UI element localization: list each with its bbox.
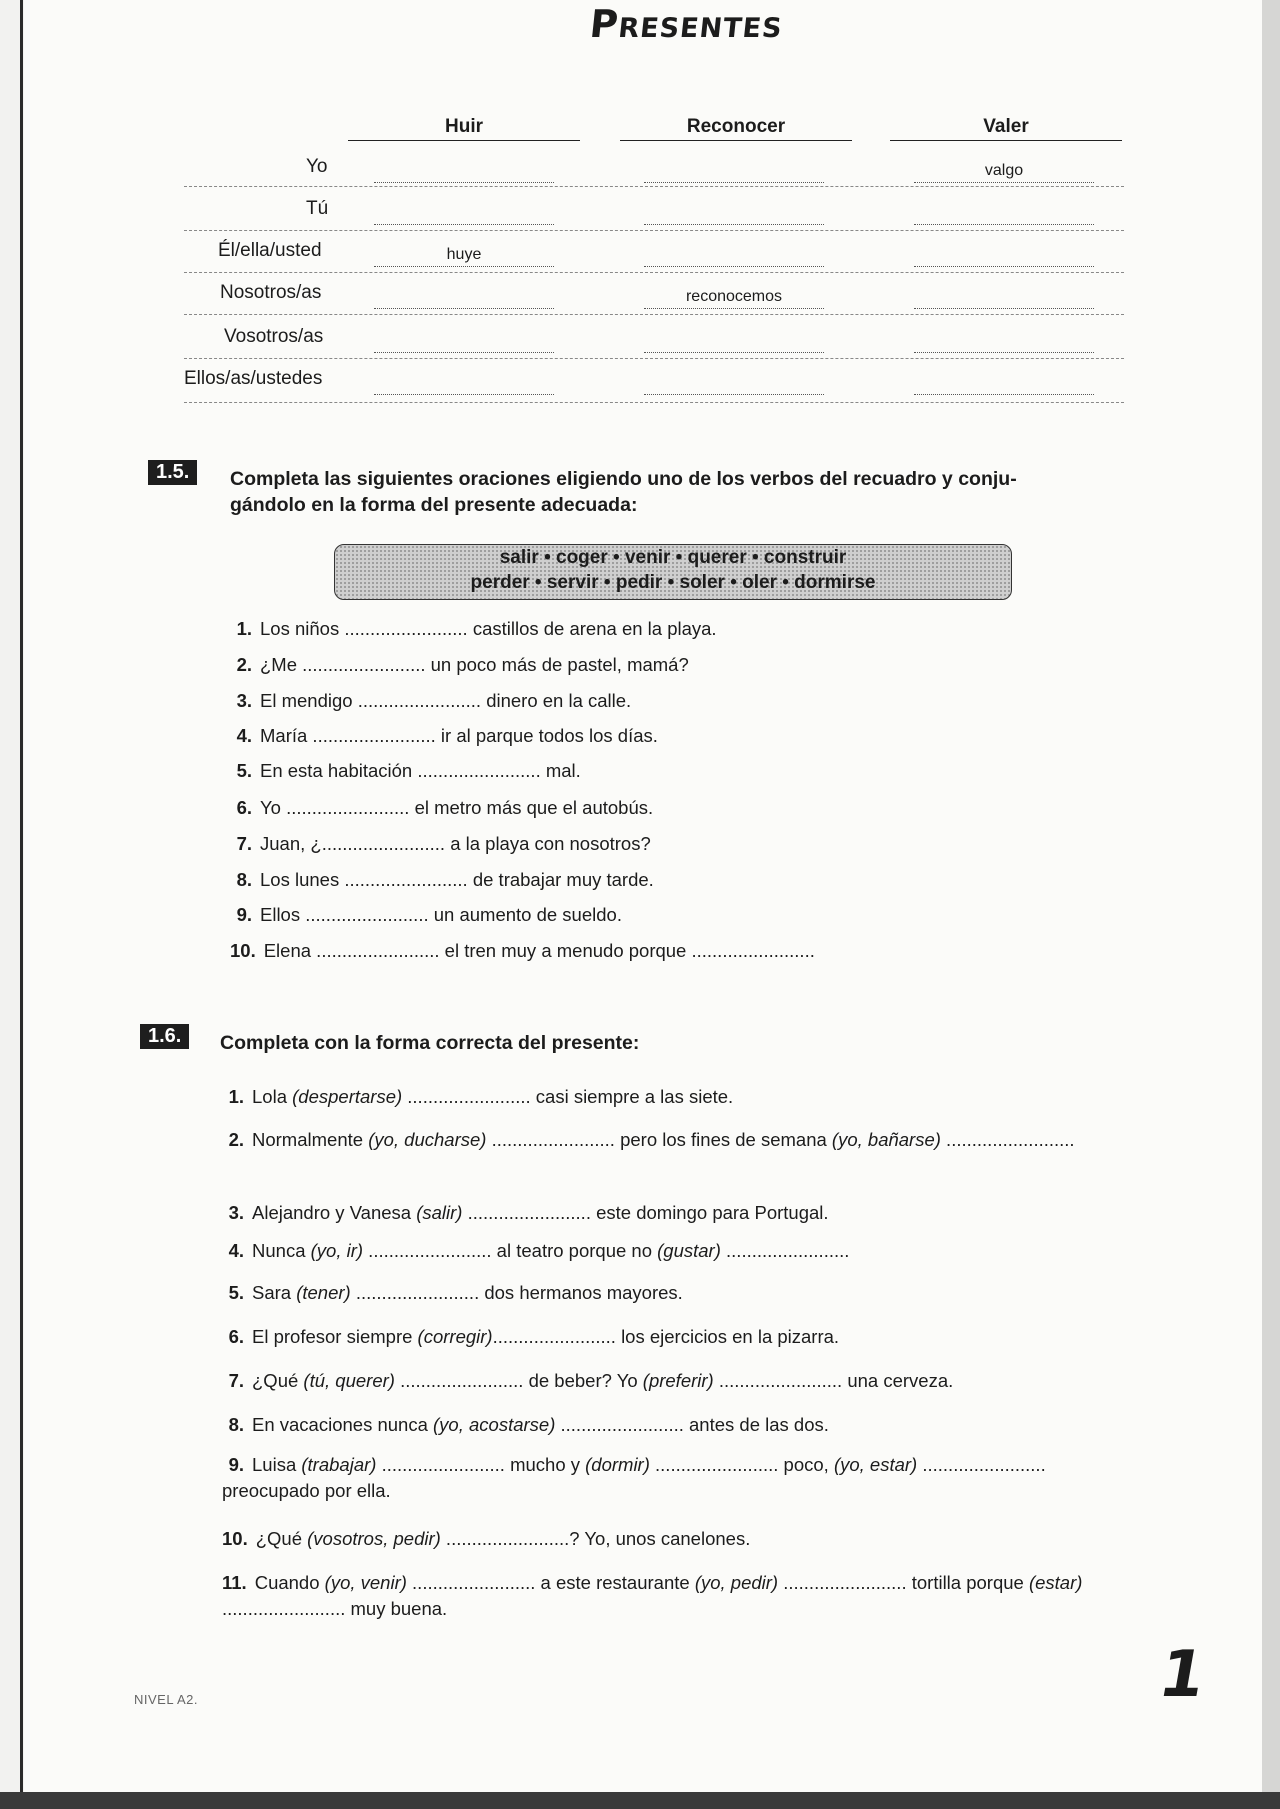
exercise-1-5-item: 9. Ellos ........................ un aumento de sueldo. bbox=[236, 904, 622, 925]
exercise-1-6-item: 9. Luisa (trabajar) ........................ mucho y (dormir) ........................ poco, (yo, estar) ........................ preocupado por ella. bbox=[222, 1454, 1046, 1501]
blank-nosotros-valer[interactable] bbox=[914, 288, 1094, 309]
section-badge-1-6: 1.6. bbox=[140, 1024, 189, 1049]
exercise-1-6-item: 4. Nunca (yo, ir) ........................ al teatro porque no (gustar) ........................ bbox=[228, 1240, 850, 1261]
exercise-1-6-item: 1. Lola (despertarse) ........................ casi siempre a las siete. bbox=[228, 1086, 734, 1107]
blank-ellos-valer[interactable] bbox=[914, 374, 1094, 395]
blank-el-valer[interactable] bbox=[914, 246, 1094, 267]
blank-el-reconocer[interactable] bbox=[644, 246, 824, 267]
exercise-1-6-item: 6. El profesor siempre (corregir)........................ los ejercicios en la pizarra. bbox=[228, 1326, 840, 1347]
exercise-1-5-item: 1. Los niños ........................ castillos de arena en la playa. bbox=[236, 618, 717, 639]
exercise-1-5-item: 6. Yo ........................ el metro más que el autobús. bbox=[236, 797, 654, 818]
exercise-1-5-item: 3. El mendigo ........................ dinero en la calle. bbox=[236, 690, 632, 711]
instruction-1-5-line2: gándolo en la forma del presente adecuada: bbox=[230, 494, 638, 516]
blank-vosotros-valer[interactable] bbox=[914, 332, 1094, 353]
pronoun-tu: Tú bbox=[306, 198, 329, 219]
blank-tu-valer[interactable] bbox=[914, 204, 1094, 225]
exercise-1-5-item: 5. En esta habitación ........................ mal. bbox=[236, 760, 581, 781]
row-divider bbox=[184, 314, 1124, 315]
page-title: Presentes bbox=[587, 2, 786, 46]
pronoun-el: Él/ella/usted bbox=[218, 240, 322, 261]
blank-ellos-huir[interactable] bbox=[374, 374, 554, 395]
blank-tu-huir[interactable] bbox=[374, 204, 554, 225]
verb-box-line2: perder • servir • pedir • soler • oler • dormirse bbox=[470, 572, 876, 593]
exercise-1-6-item: 2. Normalmente (yo, ducharse) ........................ pero los fines de semana (yo, bañarse) ......................... bbox=[228, 1129, 1075, 1150]
section-badge-1-5: 1.5. bbox=[148, 460, 197, 485]
footer-level: NIVEL A2. bbox=[134, 1692, 198, 1707]
page-number: 1 bbox=[1153, 1638, 1212, 1712]
exercise-1-6-item: 5. Sara (tener) ........................ dos hermanos mayores. bbox=[228, 1282, 683, 1303]
blank-yo-reconocer[interactable] bbox=[644, 162, 824, 183]
blank-nosotros-huir[interactable] bbox=[374, 288, 554, 309]
pronoun-vosotros: Vosotros/as bbox=[224, 326, 324, 347]
page-edge-bottom bbox=[0, 1792, 1280, 1809]
exercise-1-5-item: 10. Elena ........................ el tren muy a menudo porque ........................ bbox=[230, 940, 815, 961]
blank-vosotros-reconocer[interactable] bbox=[644, 332, 824, 353]
verb-box-line1: salir • coger • venir • querer • construir bbox=[499, 547, 847, 568]
exercise-1-5-item: 8. Los lunes ........................ de trabajar muy tarde. bbox=[236, 869, 654, 890]
exercise-1-5-item: 4. María ........................ ir al parque todos los días. bbox=[236, 725, 658, 746]
column-header-huir: Huir bbox=[348, 116, 580, 141]
row-divider bbox=[184, 230, 1124, 231]
blank-el-huir[interactable]: huye bbox=[374, 246, 554, 267]
verb-box bbox=[334, 544, 1012, 600]
exercise-1-6-item: 3. Alejandro y Vanesa (salir) ........................ este domingo para Portugal. bbox=[228, 1202, 829, 1223]
worksheet-page bbox=[24, 0, 1264, 1792]
column-header-valer: Valer bbox=[890, 116, 1122, 141]
row-divider bbox=[184, 358, 1124, 359]
pronoun-ellos: Ellos/as/ustedes bbox=[184, 368, 323, 389]
row-divider bbox=[184, 186, 1124, 187]
pronoun-yo: Yo bbox=[306, 156, 328, 177]
pronoun-nosotros: Nosotros/as bbox=[220, 282, 322, 303]
page-edge-left bbox=[20, 0, 23, 1792]
instruction-1-6: Completa con la forma correcta del presente: bbox=[220, 1032, 640, 1054]
exercise-1-6-item: 8. En vacaciones nunca (yo, acostarse) ........................ antes de las dos. bbox=[228, 1414, 829, 1435]
exercise-1-6-item: 7. ¿Qué (tú, querer) ........................ de beber? Yo (preferir) ........................ una cerveza. bbox=[228, 1370, 954, 1391]
instruction-1-5-line1: Completa las siguientes oraciones eligiendo uno de los verbos del recuadro y conju- bbox=[230, 468, 1017, 490]
blank-vosotros-huir[interactable] bbox=[374, 332, 554, 353]
blank-yo-valer[interactable]: valgo bbox=[914, 162, 1094, 183]
blank-nosotros-reconocer[interactable]: reconocemos bbox=[644, 288, 824, 309]
row-divider bbox=[184, 402, 1124, 403]
exercise-1-5-item: 2. ¿Me ........................ un poco más de pastel, mamá? bbox=[236, 654, 689, 675]
exercise-1-6-item: 11. Cuando (yo, venir) ........................ a este restaurante (yo, pedir) ........................ tortilla porque (estar) ........................ muy buena. bbox=[222, 1572, 1083, 1619]
blank-yo-huir[interactable] bbox=[374, 162, 554, 183]
page-edge-right bbox=[1262, 0, 1280, 1792]
blank-ellos-reconocer[interactable] bbox=[644, 374, 824, 395]
row-divider bbox=[184, 272, 1124, 273]
exercise-1-6-item: 10. ¿Qué (vosotros, pedir) ........................? Yo, unos canelones. bbox=[222, 1528, 751, 1549]
exercise-1-5-item: 7. Juan, ¿........................ a la playa con nosotros? bbox=[236, 833, 651, 854]
column-header-reconocer: Reconocer bbox=[620, 116, 852, 141]
blank-tu-reconocer[interactable] bbox=[644, 204, 824, 225]
